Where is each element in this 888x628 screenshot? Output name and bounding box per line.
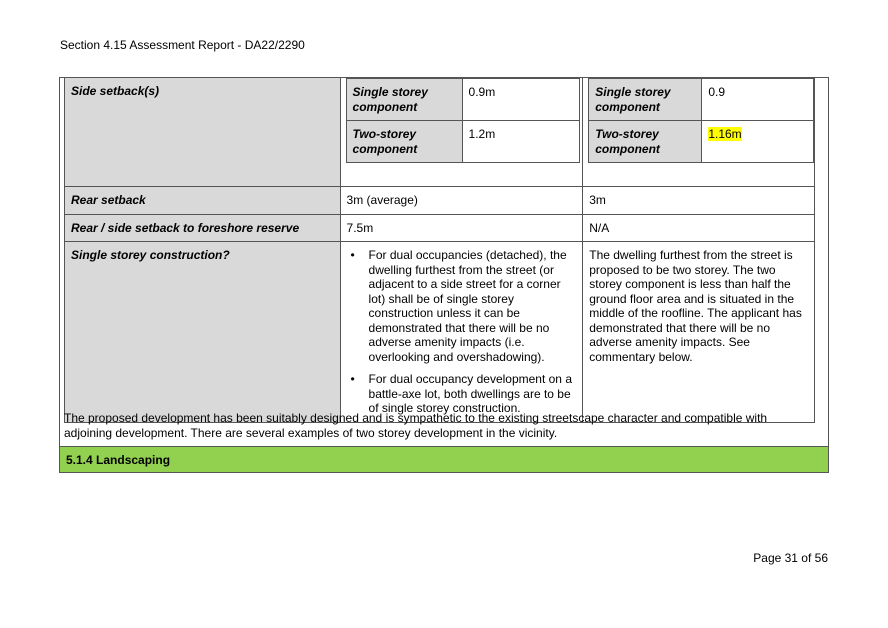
- page-header: Section 4.15 Assessment Report - DA22/2290: [60, 38, 305, 52]
- control-cell: [340, 78, 583, 187]
- subtable-value: [702, 121, 814, 163]
- proposed-value: 3m: [583, 187, 815, 215]
- compliance-table: [64, 77, 815, 423]
- subtable-label: Single storey component: [589, 79, 702, 121]
- table-row-single-storey: [65, 242, 815, 423]
- proposed-value: N/A: [583, 214, 815, 242]
- proposed-cell: [583, 78, 815, 187]
- bullet-icon: •: [350, 248, 355, 262]
- subtable-label: Two-storey component: [589, 121, 702, 163]
- row-label: Rear / side setback to foreshore reserve: [65, 214, 341, 242]
- bullet-list: [347, 248, 577, 416]
- conclusion-text: The proposed development has been suitably designed and is sympathetic to the existing streetscape character and compatible with adjoining development. There are several examples of two storey development in the vicinity.: [64, 411, 768, 440]
- table-row-side-setback: [65, 78, 815, 187]
- list-item: [350, 372, 577, 416]
- highlighted-value: 1.16m: [708, 127, 742, 141]
- bullet-text: For dual occupancies (detached), the dwelling furthest from the street (or adjacent to a side street for a corner lot) shall be of single storey construction unless it can be demonstrated that there will be no adverse amenity impacts (i.e. overlooking and overshadowing).: [368, 248, 567, 364]
- control-value: 7.5m: [340, 214, 583, 242]
- section-heading: 5.1.4 Landscaping: [59, 446, 829, 473]
- bullet-text: For dual occupancy development on a battle-axe lot, both dwellings are to be of single storey construction.: [368, 372, 572, 415]
- subtable-value: 0.9: [702, 79, 814, 121]
- control-value: [340, 242, 583, 423]
- row-label: Rear setback: [65, 187, 341, 215]
- page-number: Page 31 of 56: [753, 551, 828, 565]
- control-value: 3m (average): [340, 187, 583, 215]
- control-subtable: [346, 78, 580, 163]
- proposed-value: The dwelling furthest from the street is proposed to be two storey. The two storey component is less than half the ground floor area and is situated in the middle of the roofline. The applicant has demonstrated that there will be no adverse amenity impacts. See commentary below.: [583, 242, 815, 423]
- bullet-icon: •: [350, 372, 355, 386]
- row-label: Single storey construction?: [65, 242, 341, 423]
- subtable-value: 0.9m: [462, 79, 579, 121]
- row-label: Side setback(s): [65, 78, 341, 187]
- subtable-label: Single storey component: [346, 79, 462, 121]
- subtable-value: 1.2m: [462, 121, 579, 163]
- table-row-foreshore: [65, 214, 815, 242]
- subtable-label: Two-storey component: [346, 121, 462, 163]
- table-row-rear-setback: [65, 187, 815, 215]
- proposed-subtable: [588, 78, 814, 163]
- list-item: [350, 248, 577, 364]
